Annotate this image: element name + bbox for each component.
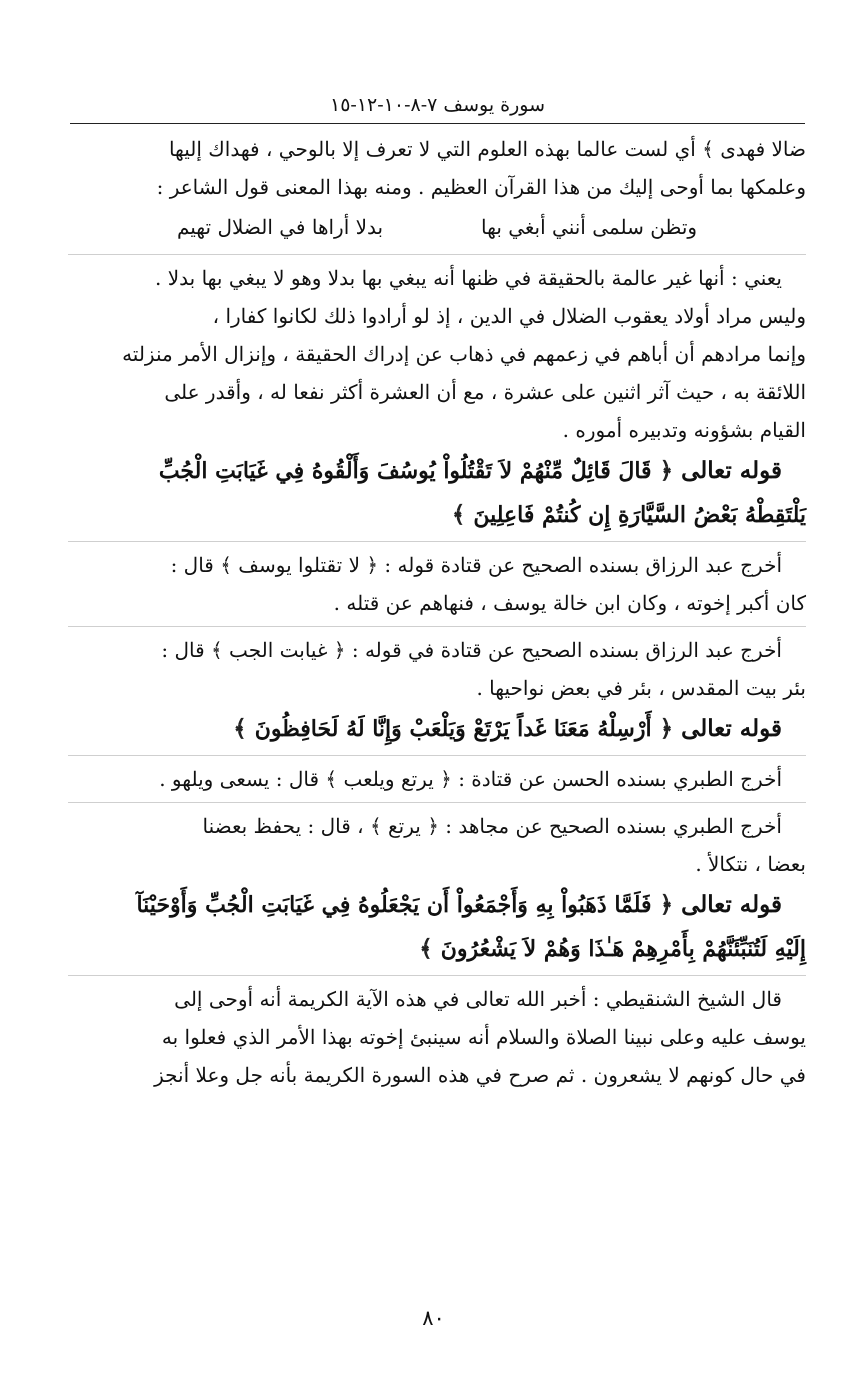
ornament-open: ﴿ (659, 715, 674, 742)
paragraph-6 (68, 802, 806, 883)
verse-heading-2 (68, 707, 806, 751)
paragraph-5 (68, 755, 806, 798)
ornament-close: ﴾ (451, 501, 466, 528)
verse-heading-3 (68, 883, 806, 971)
page-body (68, 130, 806, 1094)
paragraph-4-line-1: أخرج عبد الرزاق بسنده الصحيح عن قتادة في قوله : ﴿ غيابت الجب ﴾ قال : (161, 638, 782, 662)
paragraph-3 (68, 541, 806, 622)
ornament-open: ﴿ (659, 891, 674, 918)
running-header: سورة يوسف ٧-٨-١٠-١٢-١٥ (329, 94, 546, 116)
quran-text-line-1: قَالَ قَائِلٌ مِّنْهُمْ لاَ تَقْتُلُواْ يُوسُفَ وَأَلْقُوهُ فِي غَيَابَتِ الْجُبِّ (158, 458, 652, 484)
heading-prefix: قوله تعالى (681, 891, 782, 918)
paragraph-1-line-2: وعلمكها بما أوحى إليك من هذا القرآن العظيم . ومنه بهذا المعنى قول الشاعر : (156, 175, 806, 199)
paragraph-7-line-2: يوسف عليه وعلى نبينا الصلاة والسلام أنه سينبئ إخوته بهذا الأمر الذي فعلوا به (161, 1025, 806, 1049)
paragraph-6-line-1: أخرج الطبري بسنده الصحيح عن مجاهد : ﴿ يرتع ﴾ ، قال : يحفظ بعضنا (202, 814, 782, 838)
paragraph-7-line-3: في حال كونهم لا يشعرون . ثم صرح في هذه السورة الكريمة بأنه جل وعلا أنجز (154, 1063, 806, 1087)
quran-text-line-2: إِلَيْهِ لَتُنَبِّئَنَّهُمْ بِأَمْرِهِمْ هَـٰذَا وَهُمْ لاَ يَشْعُرُونَ (440, 936, 806, 962)
paragraph-3-line-1: أخرج عبد الرزاق بسنده الصحيح عن قتادة قوله : ﴿ لا تقتلوا يوسف ﴾ قال : (170, 553, 782, 577)
paragraph-4-line-2: بئر بيت المقدس ، بئر في بعض نواحيها . (476, 676, 806, 700)
poem-verse (68, 206, 806, 250)
ornament-close: ﴾ (233, 715, 247, 742)
paragraph-2-line-2: وليس مراد أولاد يعقوب الضلال في الدين ، إذ لو أرادوا ذلك لكانوا كفارا ، (212, 304, 806, 328)
quran-text-line-1: فَلَمَّا ذَهَبُواْ بِهِ وَأَجْمَعُواْ أَن يَجْعَلُوهُ فِي غَيَابَتِ الْجُبِّ وَأَوْحَيْنَآ (136, 892, 652, 918)
ornament-open: ﴿ (659, 457, 674, 484)
heading-prefix: قوله تعالى (681, 715, 782, 742)
heading-prefix: قوله تعالى (681, 457, 782, 484)
paragraph-5-line-1: أخرج الطبري بسنده الحسن عن قتادة : ﴿ يرتع ويلعب ﴾ قال : يسعى ويلهو . (159, 767, 782, 791)
poem-hemistich-2: بدلا أراها في الضلال تهيم (176, 215, 384, 239)
paragraph-2 (68, 254, 806, 449)
quran-text-line-1: أَرْسِلْهُ مَعَنَا غَداً يَرْتَعْ وَيَلْعَبْ وَإِنَّا لَهُ لَحَافِظُونَ (254, 716, 652, 742)
page-number: ٨٠ (422, 1306, 445, 1330)
ornament-close: ﴾ (419, 935, 433, 962)
paragraph-4 (68, 626, 806, 707)
paragraph-2-line-5: القيام بشؤونه وتدبيره أموره . (562, 418, 806, 442)
paragraph-6-line-2: بعضا ، نتكالأ . (695, 852, 806, 876)
quran-text-line-2: يَلْتَقِطْهُ بَعْضُ السَّيَّارَةِ إِن كُنتُمْ فَاعِلِينَ (473, 502, 806, 528)
paragraph-2-line-3: وإنما مرادهم أن أباهم في زعمهم في ذهاب عن إدراك الحقيقة ، وإنزال الأمر منزلته (122, 342, 806, 366)
paragraph-2-line-4: اللائقة به ، حيث آثر اثنين على عشرة ، مع أن العشرة أكثر نفعا له ، وأقدر على (164, 380, 806, 404)
paragraph-7 (68, 975, 806, 1094)
paragraph-3-line-2: كان أكبر إخوته ، وكان ابن خالة يوسف ، فنهاهم عن قتله . (333, 591, 806, 615)
paragraph-7-line-1: قال الشيخ الشنقيطي : أخبر الله تعالى في هذه الآية الكريمة أنه أوحى إلى (174, 987, 782, 1011)
verse-heading-1 (68, 449, 806, 537)
paragraph-1-line-1: ضالا فهدى ﴾ أي لست عالما بهذه العلوم التي لا تعرف إلا بالوحي ، فهداك إليها (168, 137, 806, 161)
header-rule (70, 123, 805, 124)
paragraph-2-line-1: يعني : أنها غير عالمة بالحقيقة في ظنها أنه يبغي بها بدلا وهو لا يبغي بها بدلا . (155, 266, 782, 290)
poem-hemistich-1: وتظن سلمى أنني أبغي بها (481, 215, 698, 239)
